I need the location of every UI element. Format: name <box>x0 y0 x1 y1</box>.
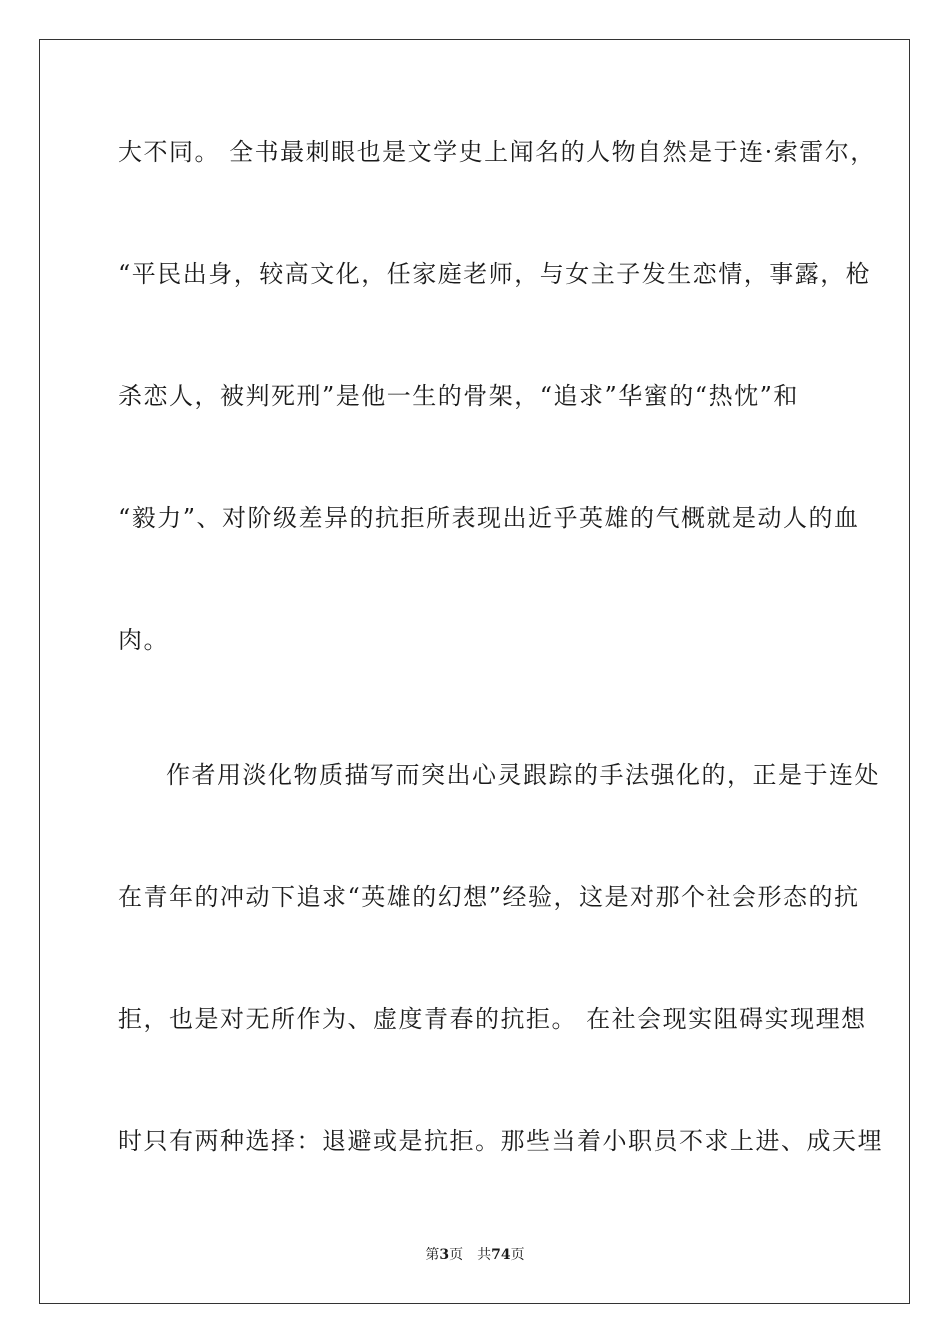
footer-total-pages: 74 <box>491 1247 511 1263</box>
text-line-1: 大不同。 全书最刺眼也是文学史上闻名的人物自然是于连·索雷尔， <box>118 138 876 166</box>
footer-page-prefix: 第 <box>425 1247 440 1263</box>
footer-total-suffix: 页 <box>510 1247 525 1263</box>
text-line-2: “平民出身，较高文化，任家庭老师，与女主子发生恋情，事露，枪 <box>118 260 872 288</box>
text-line-6: 作者用淡化物质描写而突出心灵跟踪的手法强化的，正是于连处 <box>166 761 880 789</box>
page-footer <box>0 1246 950 1264</box>
text-line-5: 肉。 <box>118 626 169 654</box>
footer-total-prefix: 共 <box>477 1247 492 1263</box>
text-line-4: “毅力”、对阶级差异的抗拒所表现出近乎英雄的气概就是动人的血 <box>118 504 860 532</box>
text-line-9: 时只有两种选择：退避或是抗拒。那些当着小职员不求上进、成天埋 <box>118 1127 883 1155</box>
text-line-7: 在青年的冲动下追求“英雄的幻想”经验，这是对那个社会形态的抗 <box>118 883 860 911</box>
text-line-8: 拒，也是对无所作为、虚度青春的抗拒。 在社会现实阻碍实现理想 <box>118 1005 867 1033</box>
page-border <box>39 39 910 1304</box>
text-line-3: 杀恋人，被判死刑”是他一生的骨架，“追求”华蜜的“热忱”和 <box>118 382 799 410</box>
footer-page-suffix: 页 <box>449 1247 464 1263</box>
footer-page-number: 3 <box>439 1247 450 1263</box>
